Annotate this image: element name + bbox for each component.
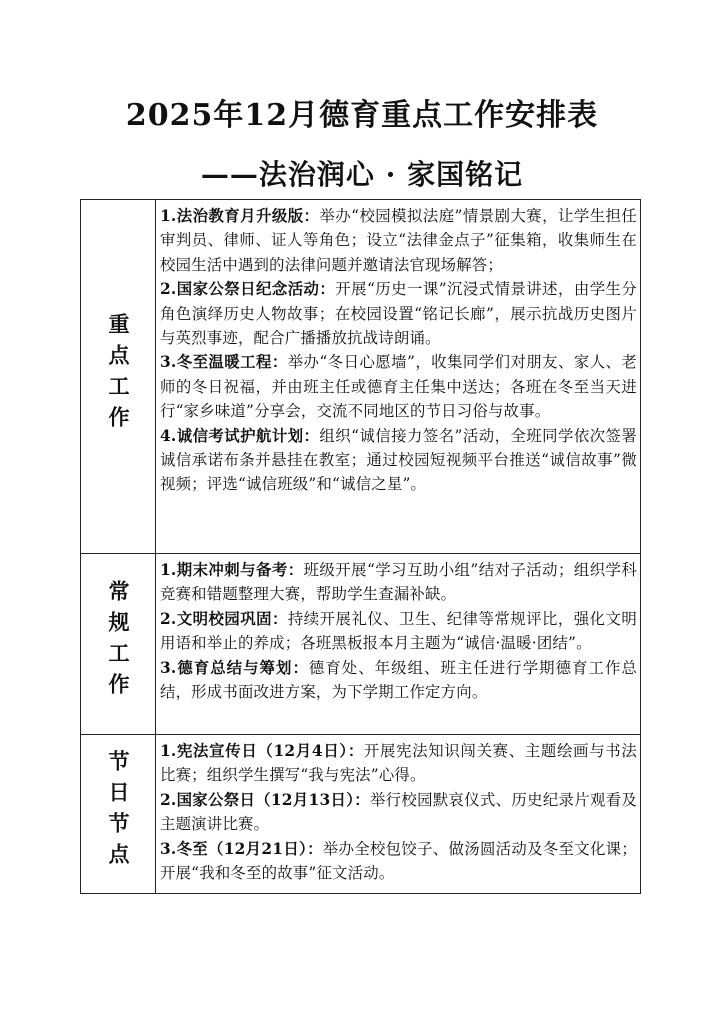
category-label: 重点工作 xyxy=(106,312,131,437)
category-cell xyxy=(81,554,156,735)
content-cell xyxy=(156,554,641,735)
item-text: 德育处、年级组、班主任进行学期德育工作总结，形成书面改进方案，为下学期工作定方向。 xyxy=(160,658,637,702)
item-title: 2.国家公祭日纪念活动： xyxy=(160,280,336,299)
list-item xyxy=(160,656,637,705)
item-text: 班级开展“学习互助小组”结对子活动；组织学科竞赛和错题整理大赛，帮助学生查漏补缺。 xyxy=(160,561,637,604)
item-title: 1.法治教育月升级版： xyxy=(160,207,320,225)
item-title: 2.文明校园巩固： xyxy=(160,609,288,628)
category-cell xyxy=(81,200,156,554)
item-text: 组织“诚信接力签名”活动，全班同学依次签署诚信承诺布条并悬挂在教室；通过校园短视频平台推送“诚信故事”微视频；评选“诚信班级”和“诚信之星”。 xyxy=(160,426,637,494)
page-title: 2025年12月德育重点工作安排表 xyxy=(125,98,599,133)
item-text: 举行校园默哀仪式、历史纪录片观看及主题演讲比赛。 xyxy=(160,790,638,834)
list-item xyxy=(160,739,637,788)
list-item xyxy=(160,204,637,277)
list-item xyxy=(160,350,637,423)
list-item xyxy=(160,558,637,607)
schedule-table xyxy=(80,199,641,894)
content-cell xyxy=(156,735,641,894)
content-cell xyxy=(156,200,641,554)
section-row-routine-work xyxy=(81,554,641,735)
item-title: 3.冬至（12月21日）： xyxy=(160,839,323,858)
category-cell xyxy=(81,735,156,894)
item-title: 3.德育总结与筹划： xyxy=(160,658,309,677)
item-text: 开展“历史一课”沉浸式情景讲述，由学生分角色演绎历史人物故事；在校园设置“铭记长廊”，展示抗战历史图片与英烈事迹，配合广播播放抗战诗朗诵。 xyxy=(160,280,637,348)
item-text: 举办全校包饺子、做汤圆活动及冬至文化课；开展“我和冬至的故事”征文活动。 xyxy=(160,839,637,883)
category-label: 节日节点 xyxy=(106,750,131,874)
item-title: 4.诚信考试护航计划： xyxy=(160,426,320,445)
item-title: 1.期末冲刺与备考： xyxy=(160,561,304,579)
category-label: 常规工作 xyxy=(106,580,131,704)
list-item xyxy=(160,277,637,350)
list-item xyxy=(160,607,637,656)
section-row-festival-dates xyxy=(81,735,641,894)
section-row-key-work xyxy=(81,200,641,554)
item-title: 2.国家公祭日（12月13日）： xyxy=(160,790,370,809)
item-text: 举办“冬日心愿墙”，收集同学们对朋友、家人、老师的冬日祝福，并由班主任或德育主任集中送达；各班在冬至当天进行“家乡味道”分享会，交流不同地区的节日习俗与故事。 xyxy=(160,353,637,421)
list-item xyxy=(160,837,637,886)
item-title: 1.宪法宣传日（12月4日）： xyxy=(160,742,364,760)
list-item xyxy=(160,424,637,497)
item-text: 举办“校园模拟法庭”情景剧大赛，让学生担任审判员、律师、证人等角色；设立“法律金点子”征集箱，收集师生在校园生活中遇到的法律问题并邀请法官现场解答； xyxy=(160,207,637,274)
item-title: 3.冬至温暖工程： xyxy=(160,353,288,372)
page-subtitle: ——法治润心 · 家国铭记 xyxy=(200,158,524,191)
item-text: 持续开展礼仪、卫生、纪律等常规评比，强化文明用语和举止的养成；各班黑板报本月主题为“诚信·温暖·团结”。 xyxy=(160,609,637,653)
item-text: 开展宪法知识闯关赛、主题绘画与书法比赛；组织学生撰写“我与宪法”心得。 xyxy=(160,742,637,785)
list-item xyxy=(160,788,637,837)
